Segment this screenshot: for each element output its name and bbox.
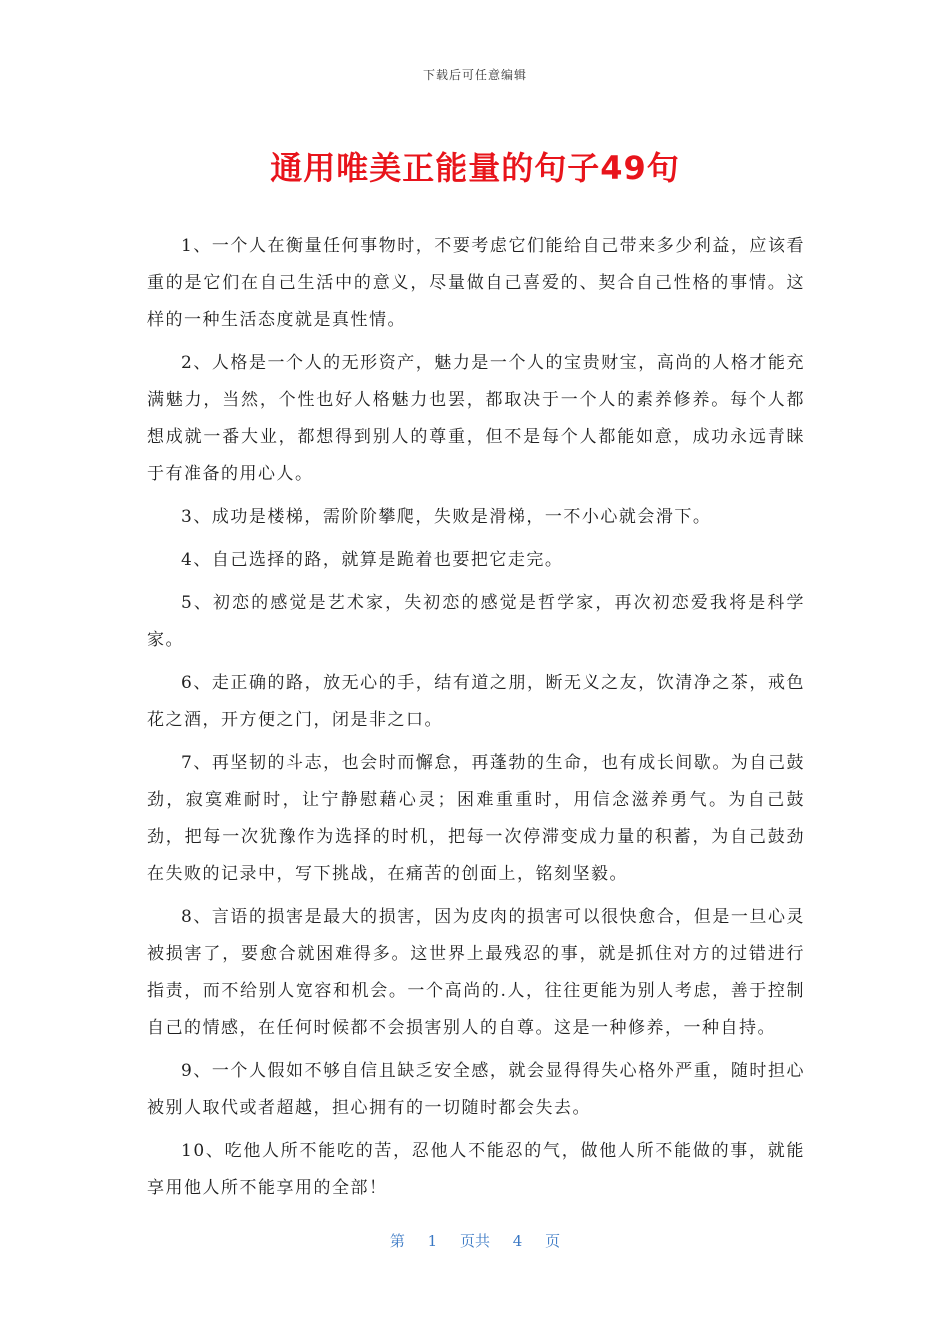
paragraph-3: 3、成功是楼梯，需阶阶攀爬，失败是滑梯，一不小心就会滑下。 <box>181 507 712 527</box>
paragraph-5: 5、初恋的感觉是艺术家，失初恋的感觉是哲学家，再次初恋爱我将是科学家。 <box>147 593 805 650</box>
page-label-suffix: 页 <box>545 1232 561 1250</box>
page-footer <box>0 1230 950 1251</box>
header-note: 下载后可任意编辑 <box>422 68 527 82</box>
paragraph-6: 6、走正确的路，放无心的手，结有道之朋，断无义之友，饮清净之茶，戒色花之酒，开方便之门，闭是非之口。 <box>147 673 805 730</box>
paragraph-2: 2、人格是一个人的无形资产，魅力是一个人的宝贵财宝，高尚的人格才能充满魅力，当然，个性也好人格魅力也罢，都取决于一个人的素养修养。每个人都想成就一番大业，都想得到别人的尊重，但不是每个人都能如意，成功永远青睐于有准备的用心人。 <box>147 353 805 484</box>
page-label-mid: 页共 <box>459 1232 490 1250</box>
total-pages-number: 4 <box>512 1232 523 1250</box>
paragraph-10: 10、吃他人所不能吃的苦，忍他人不能忍的气，做他人所不能做的事，就能享用他人所不能享用的全部！ <box>147 1141 805 1198</box>
paragraph-7: 7、再坚韧的斗志，也会时而懈怠，再蓬勃的生命，也有成长间歇。为自己鼓劲，寂寞难耐时，让宁静慰藉心灵；困难重重时，用信念滋养勇气。为自己鼓劲，把每一次犹豫作为选择的时机，把每一次停滞变成力量的积蓄，为自己鼓劲在失败的记录中，写下挑战，在痛苦的创面上，铭刻坚毅。 <box>147 753 805 884</box>
paragraph-9: 9、一个人假如不够自信且缺乏安全感，就会显得得失心格外严重，随时担心被别人取代或者超越，担心拥有的一切随时都会失去。 <box>147 1061 805 1118</box>
document-body <box>147 228 805 1213</box>
paragraph-8: 8、言语的损害是最大的损害，因为皮肉的损害可以很快愈合，但是一旦心灵被损害了，要愈合就困难得多。这世界上最残忍的事，就是抓住对方的过错进行指责，而不给别人宽容和机会。一个高尚的.人，往往更能为别人考虑，善于控制自己的情感，在任何时候都不会损害别人的自尊。这是一种修养，一种自持。 <box>147 907 805 1038</box>
paragraph-1: 1、一个人在衡量任何事物时，不要考虑它们能给自己带来多少利益，应该看重的是它们在自己生活中的意义，尽量做自己喜爱的、契合自己性格的事情。这样的一种生活态度就是真性情。 <box>147 236 805 330</box>
current-page-number: 1 <box>427 1232 438 1250</box>
paragraph-4: 4、自己选择的路，就算是跪着也要把它走完。 <box>181 550 564 570</box>
page-label-prefix: 第 <box>389 1232 405 1250</box>
document-title: 通用唯美正能量的句子49句 <box>270 149 680 187</box>
